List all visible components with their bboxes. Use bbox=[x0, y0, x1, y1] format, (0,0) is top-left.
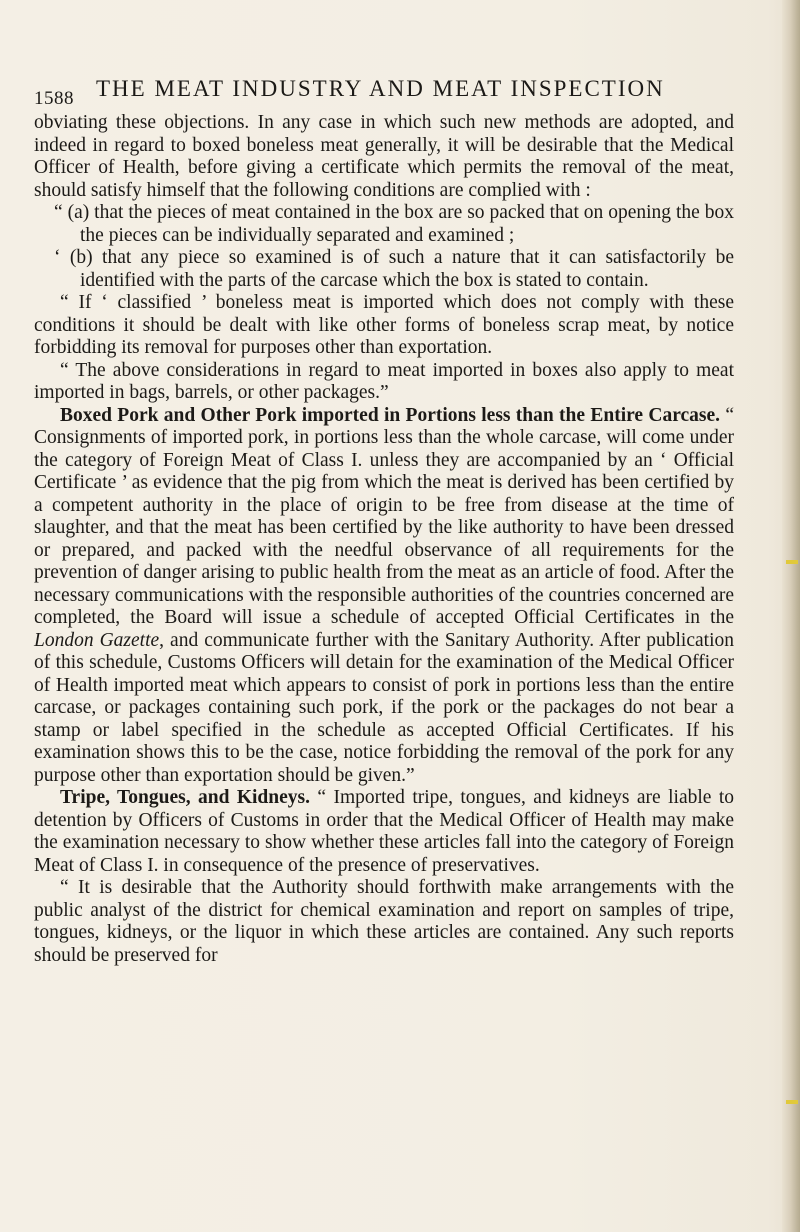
boxed-pork-heading: Boxed Pork and Other Pork imported in Portions less than the Entire Carcase. bbox=[60, 404, 721, 426]
running-head: THE MEAT INDUSTRY AND MEAT INSPECTION bbox=[96, 76, 665, 101]
condition-b: ‘ (b) that any piece so examined is of such a nature that it can satisfactorily be identified with the parts of the carcase which the box is stated to contain. bbox=[54, 247, 734, 291]
boxed-pork-text-2: , and communicate further with the Sanitary Authority. After publication of this schedule, Customs Officers will detain for the examination of the Medical Officer of Health imported meat which appears to consist of pork in portions less than the entire carcase, or packages containing such pork, if the pork or the packages do not bear a stamp or label specified in the schedule as accepted Official Certificates. If his examination shows this to be the case, notice forbidding the removal of the pork for any purpose other than exportation should be given.” bbox=[34, 629, 734, 786]
tripe-heading: Tripe, Tongues, and Kidneys. bbox=[60, 787, 310, 808]
paragraph-desirable: “ It is desirable that the Authority should forthwith make arrangements with the public analyst of the district for chemical examination and report on samples of tripe, tongues, kidneys, or the liquor in which these articles are contained. Any such reports should be preserved for bbox=[34, 877, 734, 966]
body-text bbox=[34, 112, 734, 967]
paragraph-tripe bbox=[34, 787, 734, 877]
page-header bbox=[34, 72, 734, 109]
condition-a: “ (a) that the pieces of meat contained in the box are so packed that on opening the box the pieces can be individually separated and examined ; bbox=[54, 202, 734, 246]
page-edge bbox=[782, 0, 800, 1232]
paragraph-obviating: obviating these objections. In any case in which such new methods are adopted, and indeed in regard to boxed boneless meat generally, it will be desirable that the Medical Officer of Health, before giving a certificate which permits the removal of the meat, should satisfy himself that the following conditions are complied with : bbox=[34, 112, 734, 201]
paragraph-boxed-pork bbox=[34, 405, 734, 788]
edge-mark bbox=[786, 1100, 798, 1104]
page-number: 1588 bbox=[34, 88, 74, 109]
paragraph-classified: “ If ‘ classified ’ boneless meat is imported which does not comply with these conditions it should be dealt with like other forms of boneless scrap meat, by notice forbidding its removal for purposes other than exportation. bbox=[34, 292, 734, 358]
boxed-pork-text: “ Consignments of imported pork, in portions less than the whole carcase, will come under the category of Foreign Meat of Class I. unless they are accompanied by an ‘ Official Certificate ’ as evidence that the pig from which the meat is derived has been certified by a competent authority in the place of origin to be free from disease at the time of slaughter, and that the meat has been certified by the like authority to have been dressed or prepared, and packed with the needful observance of all requirements for the prevention of danger arising to public health from the meat as an article of food. After the necessary communications with the responsible authorities of the countries concerned are completed, the Board will issue a schedule of accepted Official Certificates in the bbox=[34, 404, 735, 628]
tripe-text: “ Imported tripe, tongues, and kidneys are liable to detention by Officers of Customs in order that the Medical Officer of Health may make the examination necessary to show whether these articles fall into the category of Foreign Meat of Class I. in consequence of the presence of preservatives. bbox=[34, 787, 734, 876]
paragraph-above: “ The above considerations in regard to meat imported in boxes also apply to meat imported in bags, barrels, or other packages.” bbox=[34, 359, 734, 403]
london-gazette: London Gazette bbox=[34, 629, 160, 651]
edge-mark bbox=[786, 560, 798, 564]
